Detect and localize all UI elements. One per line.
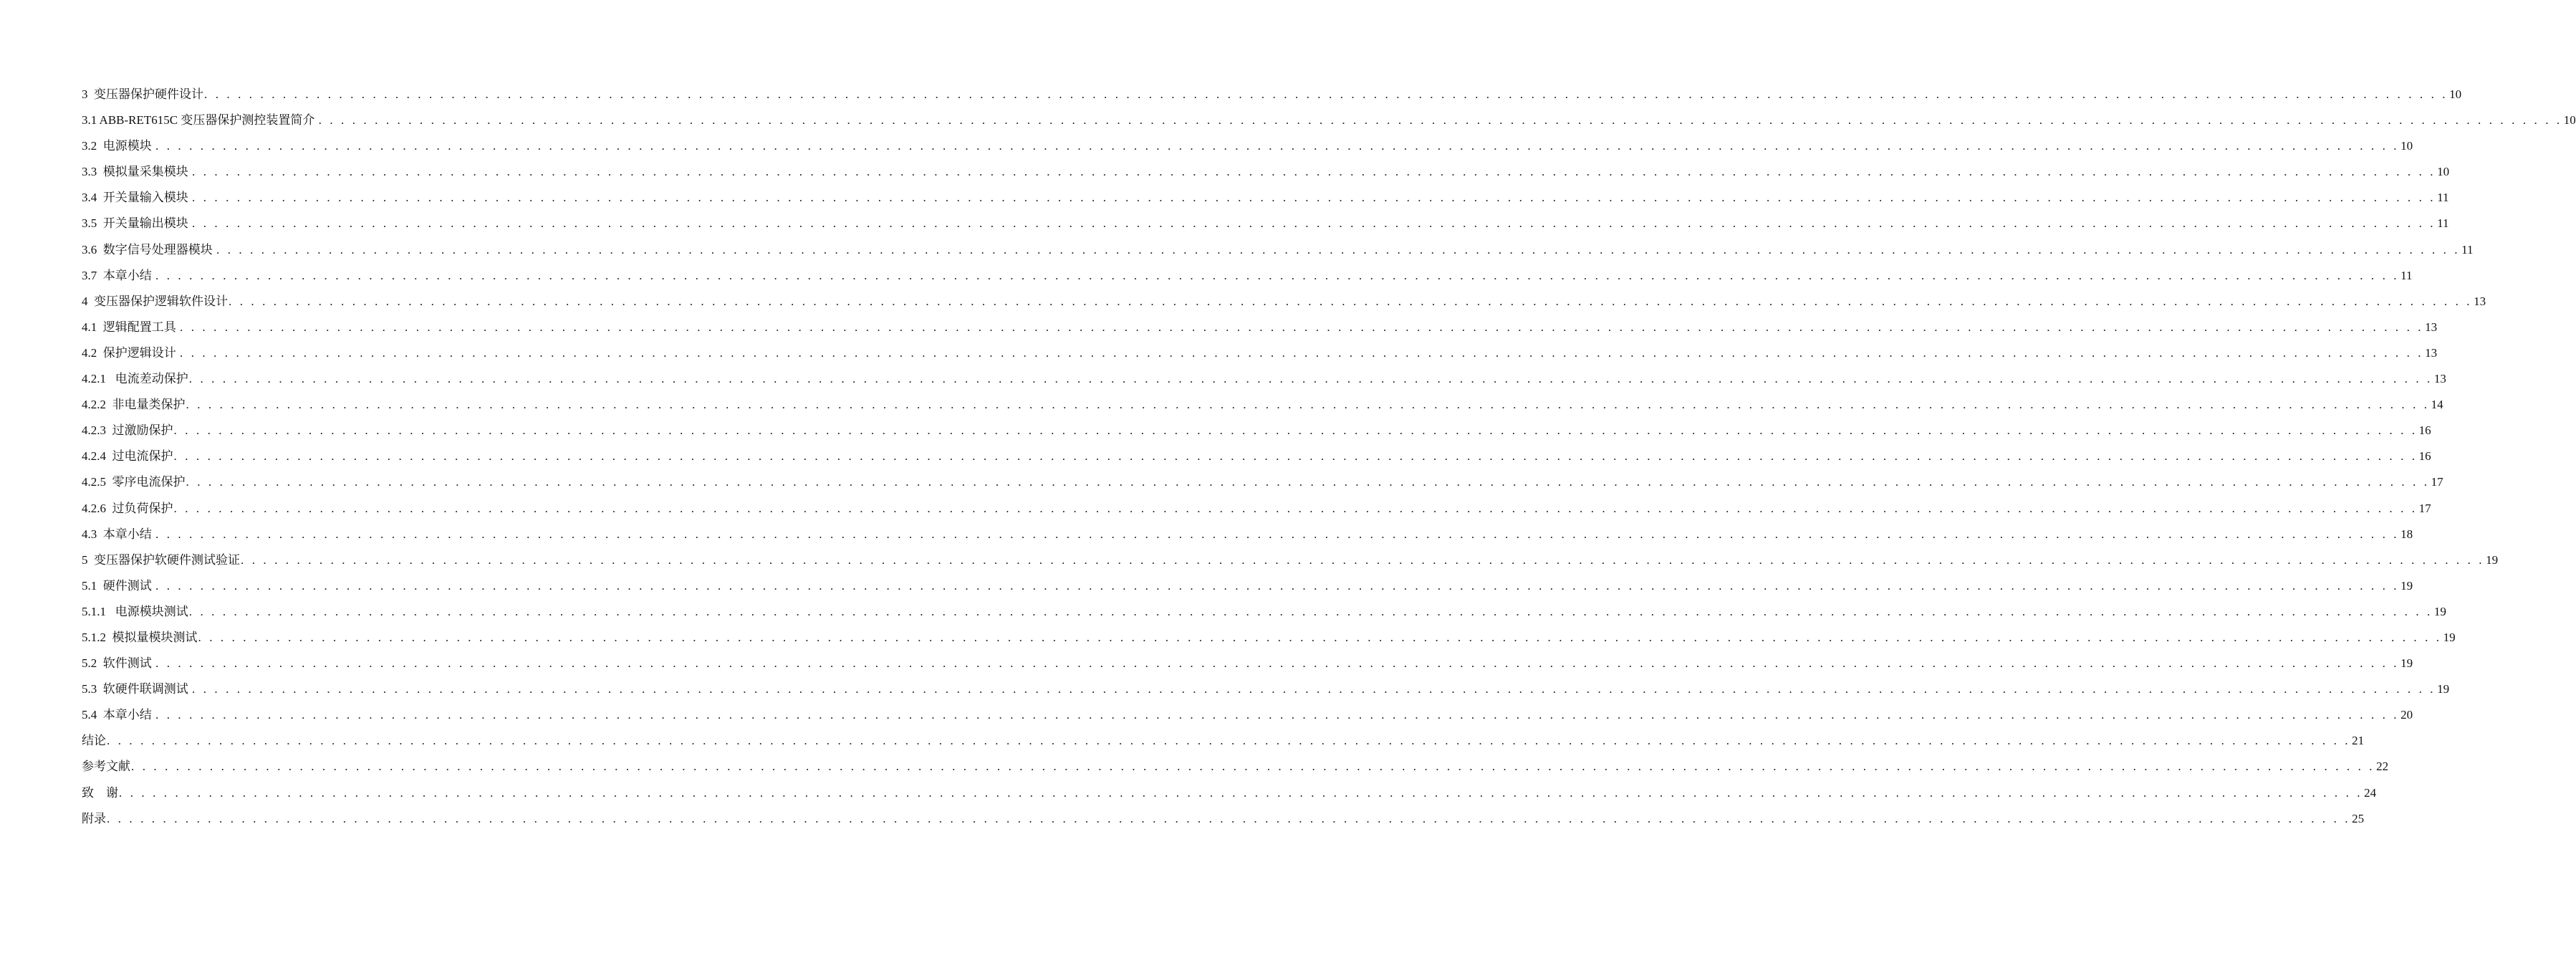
toc-dot-leader: . . . . . . . . . . . . . . . . . . . . . . . . . . . . . . . . . . . . . . . . . . . . . . . . . . . . . . . . . . . . . . . . . . . . . . . . . . . . . . . . . . . . . . . . . . . . . . . . . . . . . . . . . . . . . . . . . . . . . . . . . . . . . . . . . . . . . . . . . . . . . . . . . . . . . . . . . . . . . . . . . . . . . . . . . . . . . . . . . . . . . . . . . . . . . . . . . . . . . . . . (155, 139, 2400, 153)
toc-entry-title: 4.2.3 过激励保护 (82, 423, 173, 438)
toc-entry-title: 3.1 ABB-RET615C 变压器保护测控装置简介 (82, 113, 318, 128)
toc-entry-page-number: 13 (2474, 294, 2486, 308)
toc-entry[interactable] (82, 782, 2377, 808)
toc-entry[interactable] (82, 213, 2449, 239)
toc-dot-leader: . . . . . . . . . . . . . . . . . . . . . . . . . . . . . . . . . . . . . . . . . . . . . . . . . . . . . . . . . . . . . . . . . . . . . . . . . . . . . . . . . . . . . . . . . . . . . . . . . . . . . . . . . . . . . . . . . . . . . . . . . . . . . . . . . . . . . . . . . . . . . . . . . . . . . . . . . . . . . . . . . . . . . . . . . . . . . . . . . . . . . . . . . . . . . . . . . . . . . . . . (173, 501, 2418, 515)
toc-dot-leader: . . . . . . . . . . . . . . . . . . . . . . . . . . . . . . . . . . . . . . . . . . . . . . . . . . . . . . . . . . . . . . . . . . . . . . . . . . . . . . . . . . . . . . . . . . . . . . . . . . . . . . . . . . . . . . . . . . . . . . . . . . . . . . . . . . . . . . . . . . . . . . . . . . . . . . . . . . . . . . . . . . . . . . . . . . . . . . . . . . . . . . . . . . . . . . . . . . . . . . . . (180, 320, 2424, 334)
toc-dot-leader: . . . . . . . . . . . . . . . . . . . . . . . . . . . . . . . . . . . . . . . . . . . . . . . . . . . . . . . . . . . . . . . . . . . . . . . . . . . . . . . . . . . . . . . . . . . . . . . . . . . . . . . . . . . . . . . . . . . . . . . . . . . . . . . . . . . . . . . . . . . . . . . . . . . . . . . . . . . . . . . . . . . . . . . . . . . . . . . . . . . . . . . . . . . . . . . . . . . . . . . . (216, 242, 2461, 257)
toc-dot-leader: . . . . . . . . . . . . . . . . . . . . . . . . . . . . . . . . . . . . . . . . . . . . . . . . . . . . . . . . . . . . . . . . . . . . . . . . . . . . . . . . . . . . . . . . . . . . . . . . . . . . . . . . . . . . . . . . . . . . . . . . . . . . . . . . . . . . . . . . . . . . . . . . . . . . . . . . . . . . . . . . . . . . . . . . . . . . . . . . . . . . . . . . . . . . . . . . . . . . . . . . (107, 734, 2351, 748)
toc-dot-leader: . . . . . . . . . . . . . . . . . . . . . . . . . . . . . . . . . . . . . . . . . . . . . . . . . . . . . . . . . . . . . . . . . . . . . . . . . . . . . . . . . . . . . . . . . . . . . . . . . . . . . . . . . . . . . . . . . . . . . . . . . . . . . . . . . . . . . . . . . . . . . . . . . . . . . . . . . . . . . . . . . . . . . . . . . . . . . . . . . . . . . . . . . . . . . . . . . . . . . . . . (192, 216, 2436, 231)
toc-entry-page-number: 13 (2425, 320, 2438, 334)
toc-entry[interactable] (82, 524, 2413, 550)
toc-dot-leader: . . . . . . . . . . . . . . . . . . . . . . . . . . . . . . . . . . . . . . . . . . . . . . . . . . . . . . . . . . . . . . . . . . . . . . . . . . . . . . . . . . . . . . . . . . . . . . . . . . . . . . . . . . . . . . . . . . . . . . . . . . . . . . . . . . . . . . . . . . . . . . . . . . . . . . . . . . . . . . . . . . . . . . . . . . . . . . . . . . . . . . . . . . . . . . . . . . . . . . . . (155, 268, 2400, 282)
toc-entry-title: 4.2.6 过负荷保护 (82, 501, 173, 515)
toc-dot-leader: . . . . . . . . . . . . . . . . . . . . . . . . . . . . . . . . . . . . . . . . . . . . . . . . . . . . . . . . . . . . . . . . . . . . . . . . . . . . . . . . . . . . . . . . . . . . . . . . . . . . . . . . . . . . . . . . . . . . . . . . . . . . . . . . . . . . . . . . . . . . . . . . . . . . . . . . . . . . . . . . . . . . . . . . . . . . . . . . . . . . . . . . . . . . . . . . . . . . . . . . (318, 113, 2562, 128)
toc-entry[interactable] (82, 342, 2438, 368)
toc-entry[interactable] (82, 265, 2413, 291)
toc-entry-title: 参考文献 (82, 760, 130, 774)
toc-entry[interactable] (82, 575, 2413, 601)
toc-entry-page-number: 13 (2425, 345, 2438, 360)
toc-entry[interactable] (82, 317, 2438, 342)
toc-dot-leader: . . . . . . . . . . . . . . . . . . . . . . . . . . . . . . . . . . . . . . . . . . . . . . . . . . . . . . . . . . . . . . . . . . . . . . . . . . . . . . . . . . . . . . . . . . . . . . . . . . . . . . . . . . . . . . . . . . . . . . . . . . . . . . . . . . . . . . . . . . . . . . . . . . . . . . . . . . . . . . . . . . . . . . . . . . . . . . . . . . . . . . . . . . . . . . . . . . . . . . . . (173, 449, 2418, 464)
toc-entry-page-number: 11 (2437, 191, 2449, 205)
toc-entry[interactable] (82, 161, 2450, 187)
toc-dot-leader: . . . . . . . . . . . . . . . . . . . . . . . . . . . . . . . . . . . . . . . . . . . . . . . . . . . . . . . . . . . . . . . . . . . . . . . . . . . . . . . . . . . . . . . . . . . . . . . . . . . . . . . . . . . . . . . . . . . . . . . . . . . . . . . . . . . . . . . . . . . . . . . . . . . . . . . . . . . . . . . . . . . . . . . . . . . . . . . . . . . . . . . . . . . . . . . . . . . . . . . . (131, 760, 2375, 774)
toc-entry[interactable] (82, 808, 2365, 834)
toc-entry[interactable] (82, 446, 2431, 471)
toc-entry[interactable] (82, 498, 2431, 524)
toc-entry[interactable] (82, 368, 2446, 394)
toc-entry-title: 5 变压器保护软硬件测试验证 (82, 552, 240, 567)
toc-entry[interactable] (82, 730, 2365, 756)
toc-entry[interactable] (82, 84, 2462, 110)
toc-dot-leader: . . . . . . . . . . . . . . . . . . . . . . . . . . . . . . . . . . . . . . . . . . . . . . . . . . . . . . . . . . . . . . . . . . . . . . . . . . . . . . . . . . . . . . . . . . . . . . . . . . . . . . . . . . . . . . . . . . . . . . . . . . . . . . . . . . . . . . . . . . . . . . . . . . . . . . . . . . . . . . . . . . . . . . . . . . . . . . . . . . . . . . . . . . . . . . . . . . . . . . . . (155, 527, 2400, 541)
toc-entry-title: 4.2 保护逻辑设计 (82, 345, 179, 360)
toc-entry-page-number: 10 (2437, 165, 2450, 179)
toc-entry-page-number: 10 (2400, 139, 2413, 153)
toc-dot-leader: . . . . . . . . . . . . . . . . . . . . . . . . . . . . . . . . . . . . . . . . . . . . . . . . . . . . . . . . . . . . . . . . . . . . . . . . . . . . . . . . . . . . . . . . . . . . . . . . . . . . . . . . . . . . . . . . . . . . . . . . . . . . . . . . . . . . . . . . . . . . . . . . . . . . . . . . . . . . . . . . . . . . . . . . . . . . . . . . . . . . . . . . . . . . . . . . . . . . . . . . (229, 294, 2473, 308)
toc-entry[interactable] (82, 471, 2443, 497)
toc-entry-title: 3.7 本章小结 (82, 268, 155, 282)
toc-entry-page-number: 18 (2400, 527, 2413, 541)
toc-entry-page-number: 17 (2431, 475, 2443, 489)
toc-entry-page-number: 19 (2437, 682, 2450, 696)
toc-entry-page-number: 10 (2563, 113, 2576, 128)
toc-entry-page-number: 19 (2433, 604, 2446, 618)
toc-entry-page-number: 16 (2418, 449, 2431, 464)
toc-entry-title: 致 谢 (82, 785, 118, 800)
toc-entry-page-number: 24 (2364, 785, 2377, 800)
toc-entry-page-number: 13 (2433, 372, 2446, 386)
toc-dot-leader: . . . . . . . . . . . . . . . . . . . . . . . . . . . . . . . . . . . . . . . . . . . . . . . . . . . . . . . . . . . . . . . . . . . . . . . . . . . . . . . . . . . . . . . . . . . . . . . . . . . . . . . . . . . . . . . . . . . . . . . . . . . . . . . . . . . . . . . . . . . . . . . . . . . . . . . . . . . . . . . . . . . . . . . . . . . . . . . . . . . . . . . . . . . . . . . . . . . . . . . . (119, 785, 2363, 800)
toc-entry-page-number: 19 (2443, 630, 2456, 644)
toc-entry-title: 4.2.1 电流差动保护 (82, 372, 188, 386)
toc-entry-title: 3.2 电源模块 (82, 139, 155, 153)
toc-entry-title: 结论 (82, 734, 106, 748)
toc-entry[interactable] (82, 653, 2413, 679)
toc-entry[interactable] (82, 187, 2449, 213)
toc-entry-page-number: 20 (2400, 708, 2413, 722)
toc-dot-leader: . . . . . . . . . . . . . . . . . . . . . . . . . . . . . . . . . . . . . . . . . . . . . . . . . . . . . . . . . . . . . . . . . . . . . . . . . . . . . . . . . . . . . . . . . . . . . . . . . . . . . . . . . . . . . . . . . . . . . . . . . . . . . . . . . . . . . . . . . . . . . . . . . . . . . . . . . . . . . . . . . . . . . . . . . . . . . . . . . . . . . . . . . . . . . . . . . . . . . . . . (192, 165, 2436, 179)
toc-entry-title: 5.1.1 电源模块测试 (82, 604, 188, 618)
toc-entry[interactable] (82, 601, 2446, 627)
toc-dot-leader: . . . . . . . . . . . . . . . . . . . . . . . . . . . . . . . . . . . . . . . . . . . . . . . . . . . . . . . . . . . . . . . . . . . . . . . . . . . . . . . . . . . . . . . . . . . . . . . . . . . . . . . . . . . . . . . . . . . . . . . . . . . . . . . . . . . . . . . . . . . . . . . . . . . . . . . . . . . . . . . . . . . . . . . . . . . . . . . . . . . . . . . . . . . . . . . . . . . . . . . . (107, 811, 2351, 825)
toc-entry-title: 附录 (82, 811, 106, 825)
toc-entry-title: 3.6 数字信号处理器模块 (82, 242, 216, 257)
toc-entry[interactable] (82, 550, 2499, 575)
toc-entry-page-number: 14 (2431, 398, 2443, 412)
toc-dot-leader: . . . . . . . . . . . . . . . . . . . . . . . . . . . . . . . . . . . . . . . . . . . . . . . . . . . . . . . . . . . . . . . . . . . . . . . . . . . . . . . . . . . . . . . . . . . . . . . . . . . . . . . . . . . . . . . . . . . . . . . . . . . . . . . . . . . . . . . . . . . . . . . . . . . . . . . . . . . . . . . . . . . . . . . . . . . . . . . . . . . . . . . . . . . . . . . . . . . . . . . . (186, 398, 2430, 412)
toc-entry-title: 5.2 软件测试 (82, 656, 155, 671)
toc-entry-page-number: 11 (2461, 242, 2474, 257)
toc-entry[interactable] (82, 420, 2431, 446)
toc-dot-leader: . . . . . . . . . . . . . . . . . . . . . . . . . . . . . . . . . . . . . . . . . . . . . . . . . . . . . . . . . . . . . . . . . . . . . . . . . . . . . . . . . . . . . . . . . . . . . . . . . . . . . . . . . . . . . . . . . . . . . . . . . . . . . . . . . . . . . . . . . . . . . . . . . . . . . . . . . . . . . . . . . . . . . . . . . . . . . . . . . . . . . . . . . . . . . . . . . . . . . . . . (188, 372, 2433, 386)
toc-entry[interactable] (82, 704, 2413, 730)
toc-entry-title: 5.1.2 模拟量模块测试 (82, 630, 198, 644)
toc-entry-page-number: 11 (2400, 268, 2413, 282)
toc-entry-page-number: 21 (2352, 734, 2365, 748)
toc-dot-leader: . . . . . . . . . . . . . . . . . . . . . . . . . . . . . . . . . . . . . . . . . . . . . . . . . . . . . . . . . . . . . . . . . . . . . . . . . . . . . . . . . . . . . . . . . . . . . . . . . . . . . . . . . . . . . . . . . . . . . . . . . . . . . . . . . . . . . . . . . . . . . . . . . . . . . . . . . . . . . . . . . . . . . . . . . . . . . . . . . . . . . . . . . . . . . . . . . . . . . . . . (198, 630, 2442, 644)
toc-entry-title: 5.4 本章小结 (82, 708, 155, 722)
toc-entry-page-number: 22 (2376, 760, 2389, 774)
toc-dot-leader: . . . . . . . . . . . . . . . . . . . . . . . . . . . . . . . . . . . . . . . . . . . . . . . . . . . . . . . . . . . . . . . . . . . . . . . . . . . . . . . . . . . . . . . . . . . . . . . . . . . . . . . . . . . . . . . . . . . . . . . . . . . . . . . . . . . . . . . . . . . . . . . . . . . . . . . . . . . . . . . . . . . . . . . . . . . . . . . . . . . . . . . . . . . . . . . . . . . . . . . . (186, 475, 2430, 489)
toc-entry-page-number: 17 (2418, 501, 2431, 515)
toc-entry[interactable] (82, 627, 2456, 653)
toc-dot-leader: . . . . . . . . . . . . . . . . . . . . . . . . . . . . . . . . . . . . . . . . . . . . . . . . . . . . . . . . . . . . . . . . . . . . . . . . . . . . . . . . . . . . . . . . . . . . . . . . . . . . . . . . . . . . . . . . . . . . . . . . . . . . . . . . . . . . . . . . . . . . . . . . . . . . . . . . . . . . . . . . . . . . . . . . . . . . . . . . . . . . . . . . . . . . . . . . . . . . . . . . (188, 604, 2433, 618)
toc-dot-leader: . . . . . . . . . . . . . . . . . . . . . . . . . . . . . . . . . . . . . . . . . . . . . . . . . . . . . . . . . . . . . . . . . . . . . . . . . . . . . . . . . . . . . . . . . . . . . . . . . . . . . . . . . . . . . . . . . . . . . . . . . . . . . . . . . . . . . . . . . . . . . . . . . . . . . . . . . . . . . . . . . . . . . . . . . . . . . . . . . . . . . . . . . . . . . . . . . . . . . . . . (204, 87, 2448, 101)
toc-dot-leader: . . . . . . . . . . . . . . . . . . . . . . . . . . . . . . . . . . . . . . . . . . . . . . . . . . . . . . . . . . . . . . . . . . . . . . . . . . . . . . . . . . . . . . . . . . . . . . . . . . . . . . . . . . . . . . . . . . . . . . . . . . . . . . . . . . . . . . . . . . . . . . . . . . . . . . . . . . . . . . . . . . . . . . . . . . . . . . . . . . . . . . . . . . . . . . . . . . . . . . . . (155, 578, 2400, 593)
toc-entry-title: 4.1 逻辑配置工具 (82, 320, 179, 334)
toc-entry-title: 5.3 软硬件联调测试 (82, 682, 191, 696)
toc-entry-page-number: 19 (2486, 552, 2499, 567)
toc-dot-leader: . . . . . . . . . . . . . . . . . . . . . . . . . . . . . . . . . . . . . . . . . . . . . . . . . . . . . . . . . . . . . . . . . . . . . . . . . . . . . . . . . . . . . . . . . . . . . . . . . . . . . . . . . . . . . . . . . . . . . . . . . . . . . . . . . . . . . . . . . . . . . . . . . . . . . . . . . . . . . . . . . . . . . . . . . . . . . . . . . . . . . . . . . . . . . . . . . . . . . . . . (192, 191, 2436, 205)
toc-entry-page-number: 10 (2449, 87, 2462, 101)
toc-entry[interactable] (82, 756, 2389, 782)
toc-entry-page-number: 25 (2352, 811, 2365, 825)
toc-entry[interactable] (82, 291, 2486, 317)
toc-entry[interactable] (82, 394, 2443, 420)
toc-entry-title: 4 变压器保护逻辑软件设计 (82, 294, 228, 308)
toc-dot-leader: . . . . . . . . . . . . . . . . . . . . . . . . . . . . . . . . . . . . . . . . . . . . . . . . . . . . . . . . . . . . . . . . . . . . . . . . . . . . . . . . . . . . . . . . . . . . . . . . . . . . . . . . . . . . . . . . . . . . . . . . . . . . . . . . . . . . . . . . . . . . . . . . . . . . . . . . . . . . . . . . . . . . . . . . . . . . . . . . . . . . . . . . . . . . . . . . . . . . . . . . (173, 423, 2418, 438)
toc-entry[interactable] (82, 239, 2474, 265)
toc-entry-title: 4.3 本章小结 (82, 527, 155, 541)
toc-dot-leader: . . . . . . . . . . . . . . . . . . . . . . . . . . . . . . . . . . . . . . . . . . . . . . . . . . . . . . . . . . . . . . . . . . . . . . . . . . . . . . . . . . . . . . . . . . . . . . . . . . . . . . . . . . . . . . . . . . . . . . . . . . . . . . . . . . . . . . . . . . . . . . . . . . . . . . . . . . . . . . . . . . . . . . . . . . . . . . . . . . . . . . . . . . . . . . . . . . . . . . . . (155, 708, 2400, 722)
toc-entry-title: 3.3 模拟量采集模块 (82, 165, 191, 179)
toc-entry-page-number: 16 (2418, 423, 2431, 438)
toc-entry-title: 3.5 开关量输出模块 (82, 216, 191, 231)
toc-entry[interactable] (82, 110, 2576, 135)
toc-entry-title: 4.2.5 零序电流保护 (82, 475, 186, 489)
toc-entry-page-number: 19 (2400, 656, 2413, 671)
toc-dot-leader: . . . . . . . . . . . . . . . . . . . . . . . . . . . . . . . . . . . . . . . . . . . . . . . . . . . . . . . . . . . . . . . . . . . . . . . . . . . . . . . . . . . . . . . . . . . . . . . . . . . . . . . . . . . . . . . . . . . . . . . . . . . . . . . . . . . . . . . . . . . . . . . . . . . . . . . . . . . . . . . . . . . . . . . . . . . . . . . . . . . . . . . . . . . . . . . . . . . . . . . . (192, 682, 2436, 696)
toc-entry-page-number: 19 (2400, 578, 2413, 593)
table-of-contents (82, 84, 2576, 834)
toc-entry-title: 3 变压器保护硬件设计 (82, 87, 203, 101)
toc-dot-leader: . . . . . . . . . . . . . . . . . . . . . . . . . . . . . . . . . . . . . . . . . . . . . . . . . . . . . . . . . . . . . . . . . . . . . . . . . . . . . . . . . . . . . . . . . . . . . . . . . . . . . . . . . . . . . . . . . . . . . . . . . . . . . . . . . . . . . . . . . . . . . . . . . . . . . . . . . . . . . . . . . . . . . . . . . . . . . . . . . . . . . . . . . . . . . . . . . . . . . . . . (155, 656, 2400, 671)
toc-entry-title: 5.1 硬件测试 (82, 578, 155, 593)
toc-entry-title: 4.2.2 非电量类保护 (82, 398, 186, 412)
toc-entry-title: 3.4 开关量输入模块 (82, 191, 191, 205)
toc-entry[interactable] (82, 135, 2413, 161)
toc-dot-leader: . . . . . . . . . . . . . . . . . . . . . . . . . . . . . . . . . . . . . . . . . . . . . . . . . . . . . . . . . . . . . . . . . . . . . . . . . . . . . . . . . . . . . . . . . . . . . . . . . . . . . . . . . . . . . . . . . . . . . . . . . . . . . . . . . . . . . . . . . . . . . . . . . . . . . . . . . . . . . . . . . . . . . . . . . . . . . . . . . . . . . . . . . . . . . . . . . . . . . . . . (241, 552, 2485, 567)
toc-entry-page-number: 11 (2437, 216, 2449, 231)
toc-dot-leader: . . . . . . . . . . . . . . . . . . . . . . . . . . . . . . . . . . . . . . . . . . . . . . . . . . . . . . . . . . . . . . . . . . . . . . . . . . . . . . . . . . . . . . . . . . . . . . . . . . . . . . . . . . . . . . . . . . . . . . . . . . . . . . . . . . . . . . . . . . . . . . . . . . . . . . . . . . . . . . . . . . . . . . . . . . . . . . . . . . . . . . . . . . . . . . . . . . . . . . . . (180, 345, 2424, 360)
toc-entry[interactable] (82, 679, 2450, 704)
toc-entry-title: 4.2.4 过电流保护 (82, 449, 173, 464)
